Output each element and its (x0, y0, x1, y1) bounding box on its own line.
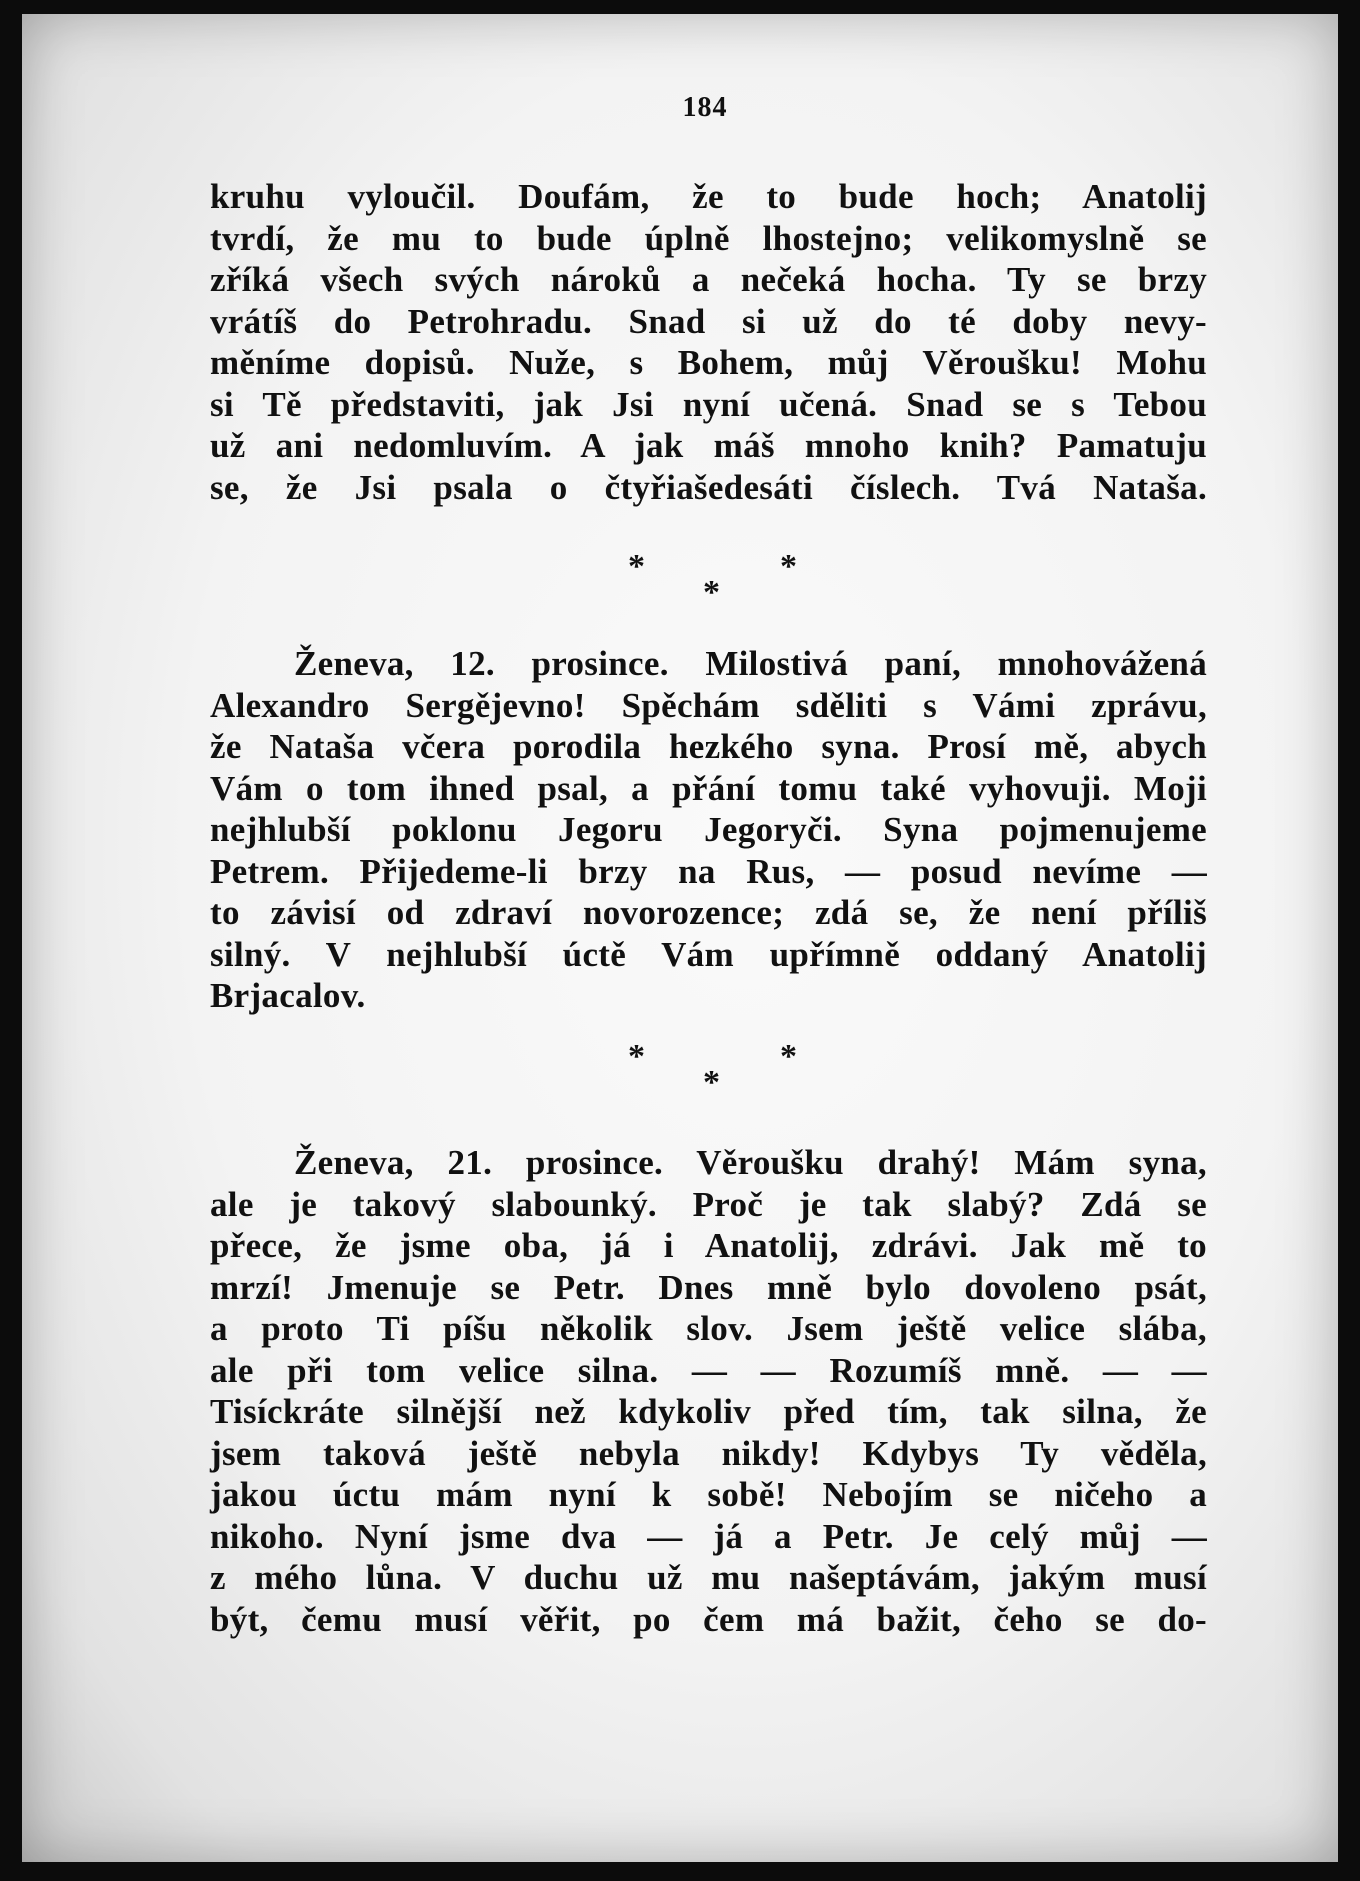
separator-star: * (780, 1038, 797, 1075)
separator-star: * (780, 548, 797, 585)
separator-star: * (628, 548, 645, 585)
section-separator (610, 548, 810, 618)
paragraph-letter-end (210, 176, 1207, 508)
text-line: už ani nedomluvím. A jak máš mnoho knih? Pamatuju (210, 426, 1207, 465)
separator-star: * (628, 1038, 645, 1075)
section-separator (610, 1038, 810, 1108)
text-line: silný. V nejhlubší úctě Vám upřímně oddaný Anatolij (210, 934, 1207, 974)
page-number: 184 (682, 92, 728, 123)
text-line: Ženeva, 12. prosince. Milostivá paní, mnohovážená (294, 644, 1207, 683)
text-line: přece, že jsme oba, já i Anatolij, zdrávi. Jak mě to (210, 1226, 1207, 1265)
text-line: vrátíš do Petrohradu. Snad si už do té doby nevy- (210, 301, 1207, 341)
text-line: ale při tom velice silna. — — Rozumíš mně. — — (210, 1350, 1207, 1390)
paragraph-natasa-letter (210, 1142, 1207, 1640)
text-line: z mého lůna. V duchu už mu našeptávám, jakým musí (210, 1558, 1207, 1597)
paragraph-anatolij-letter (210, 643, 1207, 1017)
text-line: Alexandro Sergějevno! Spěchám sděliti s Vámi zprávu, (210, 685, 1207, 725)
text-line: jsem taková ještě nebyla nikdy! Kdybys Ty věděla, (210, 1433, 1207, 1473)
text-line: Tisíckráte silnější než kdykoliv před tím, tak silna, že (210, 1392, 1207, 1431)
text-line: nikoho. Nyní jsme dva — já a Petr. Je celý můj — (210, 1516, 1207, 1556)
separator-star: * (703, 1064, 720, 1101)
text-line: měníme dopisů. Nuže, s Bohem, můj Věroušku! Mohu (210, 343, 1207, 382)
text-line: mrzí! Jmenuje se Petr. Dnes mně bylo dovoleno psát, (210, 1267, 1207, 1307)
text-line: být, čemu musí věřit, po čem má bažit, čeho se do- (210, 1599, 1207, 1639)
text-line: Petrem. Přijedeme-li brzy na Rus, — posud nevíme — (210, 851, 1207, 891)
text-line: nejhlubší poklonu Jegoru Jegoryči. Syna pojmenujeme (210, 810, 1207, 849)
text-line: že Nataša včera porodila hezkého syna. Prosí mě, abych (210, 727, 1207, 766)
text-line: se, že Jsi psala o čtyřiašedesáti číslech. Tvá Nataša. (210, 467, 1207, 507)
separator-star: * (703, 574, 720, 611)
text-line: a proto Ti píšu několik slov. Jsem ještě velice slába, (210, 1309, 1207, 1348)
text-line: to závisí od zdraví novorozence; zdá se, že není příliš (210, 893, 1207, 932)
text-line: Brjacalov. (210, 976, 366, 1015)
text-line: zříká všech svých nároků a nečeká hocha. Ty se brzy (210, 260, 1207, 299)
text-line: si Tě představiti, jak Jsi nyní učená. Snad se s Tebou (210, 384, 1207, 424)
text-line: jakou úctu mám nyní k sobě! Nebojím se ničeho a (210, 1475, 1207, 1514)
text-line: Vám o tom ihned psal, a přání tomu také vyhovuji. Moji (210, 768, 1207, 808)
text-line: ale je takový slabounký. Proč je tak slabý? Zdá se (210, 1184, 1207, 1224)
text-line: kruhu vyloučil. Doufám, že to bude hoch; Anatolij (210, 177, 1207, 216)
text-line: tvrdí, že mu to bude úplně lhostejno; velikomyslně se (210, 218, 1207, 258)
text-line: Ženeva, 21. prosince. Věroušku drahý! Mám syna, (294, 1143, 1207, 1182)
